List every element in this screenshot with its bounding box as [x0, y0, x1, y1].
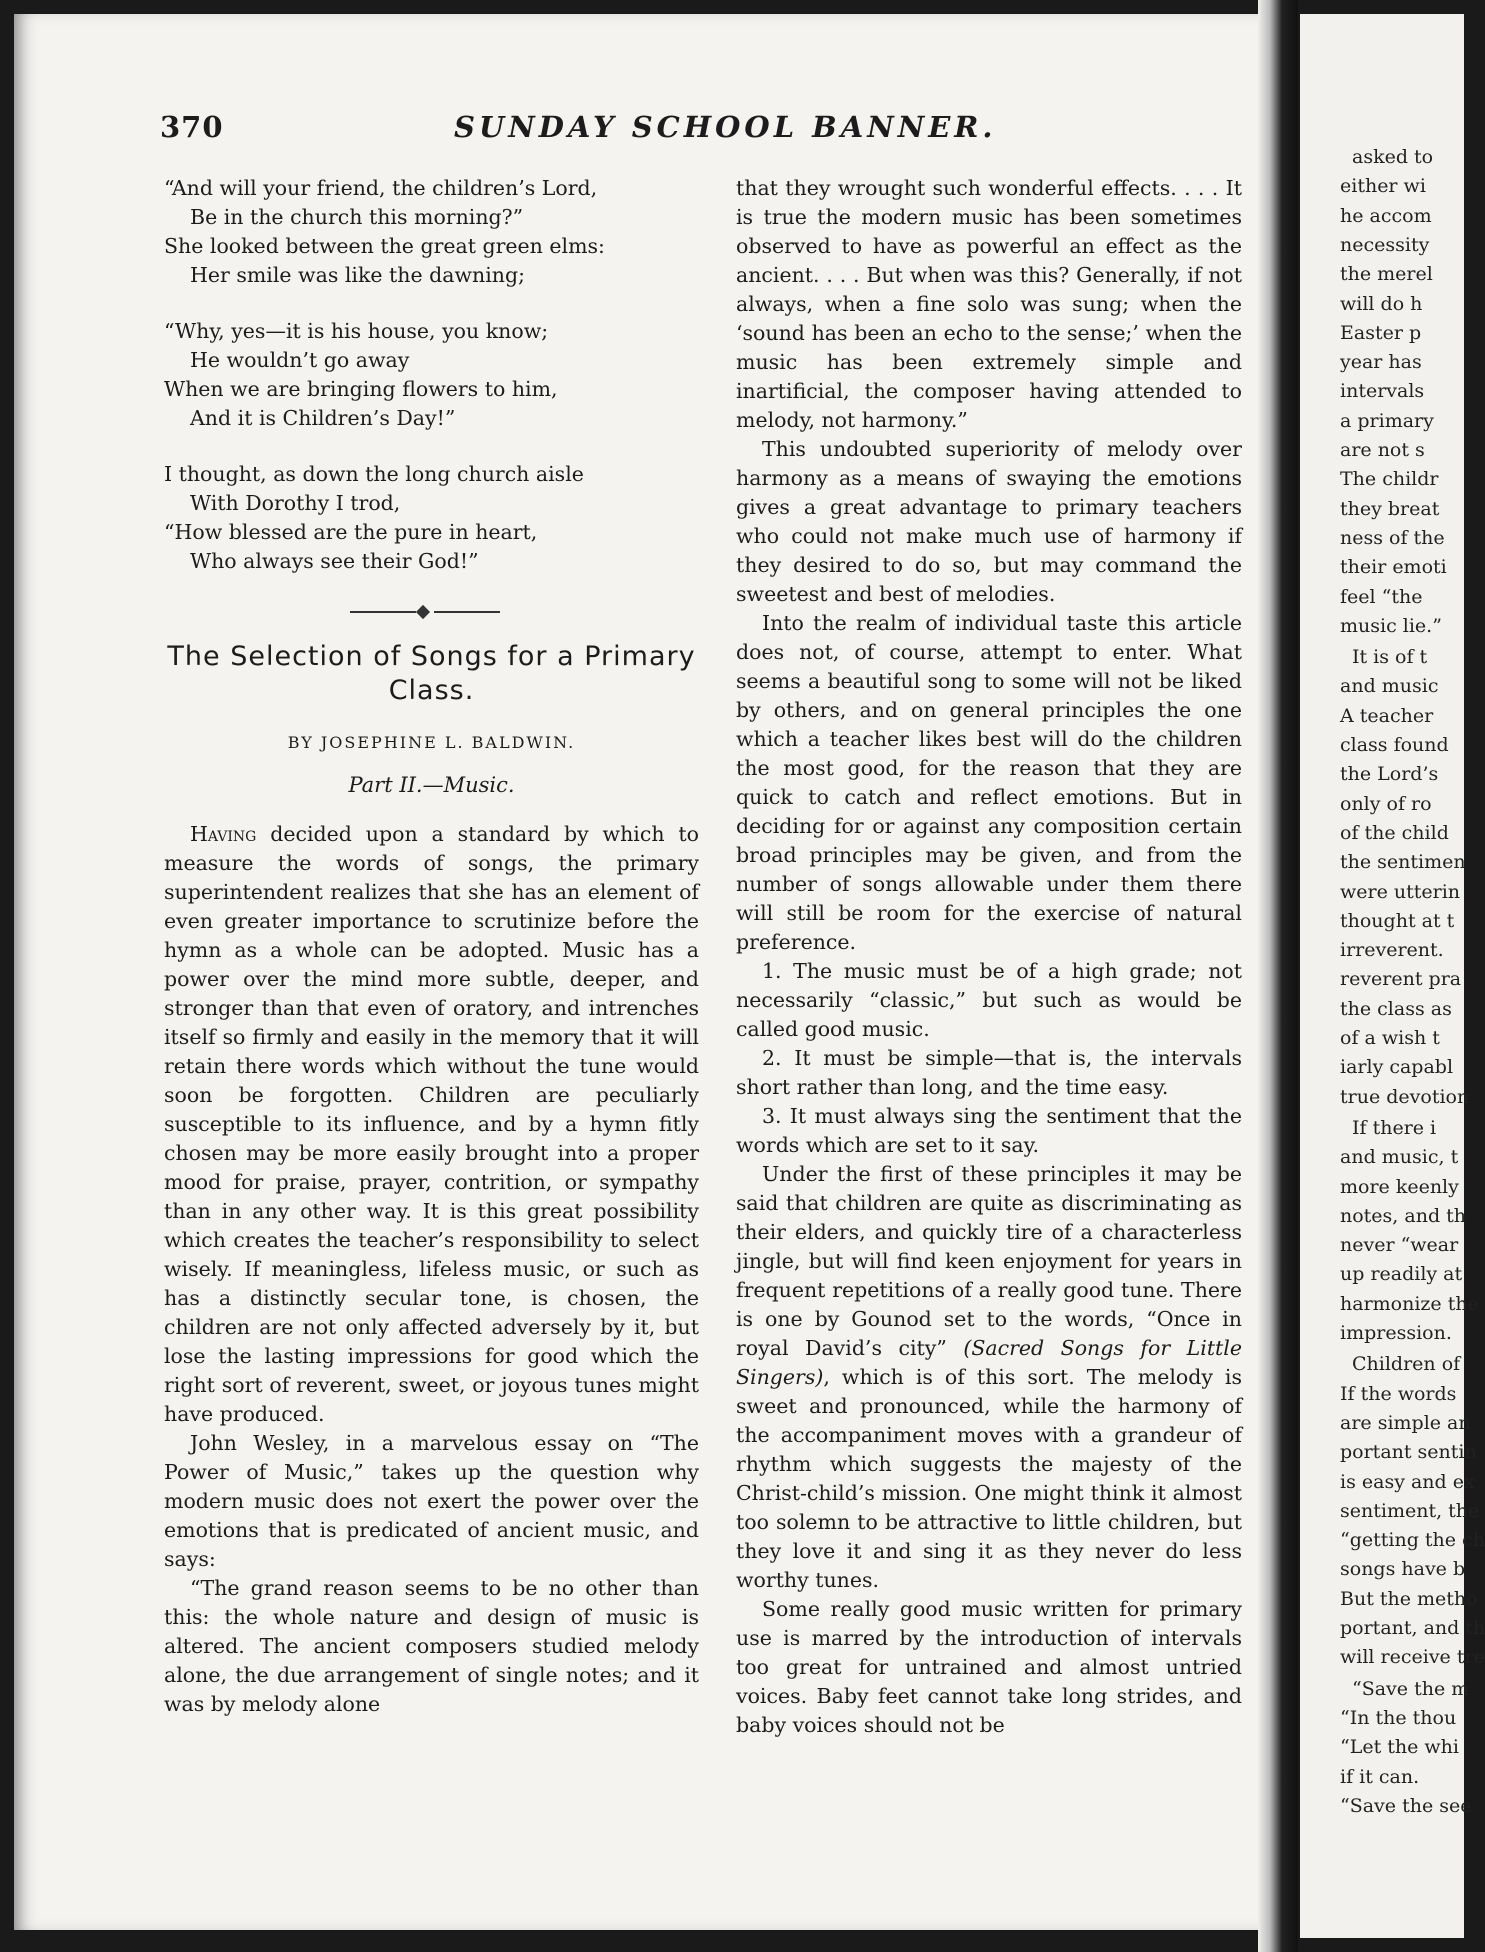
numbered-principle: 3. It must always sing the sentiment that the words which are set to it say.	[736, 1104, 1242, 1157]
poem-line: Be in the church this morning?”	[190, 205, 524, 229]
fragment-line: songs have b	[1340, 1558, 1466, 1581]
fragment-line: It is of t	[1352, 646, 1428, 669]
article-byline: BY JOSEPHINE L. BALDWIN.	[287, 733, 576, 752]
fragment-line: portant, and th	[1340, 1617, 1485, 1639]
fragment-line: will receive tre	[1340, 1646, 1485, 1669]
fragment-line: true devotion	[1340, 1085, 1470, 1108]
paragraph	[736, 1160, 1242, 1595]
fragment-line: notes, and th	[1340, 1204, 1467, 1227]
poem-stanza-3	[164, 460, 699, 576]
fragment-line: more keenly	[1340, 1175, 1459, 1198]
fragment-line: “getting the ch	[1340, 1529, 1485, 1552]
book-page-left	[14, 14, 1280, 1930]
poem-line: I thought, as down the long church aisle	[164, 462, 584, 486]
fragment-line: if it can.	[1340, 1765, 1420, 1788]
fragment-line: The childr	[1340, 468, 1439, 491]
fragment-line: is easy and ex	[1340, 1470, 1475, 1493]
fragment-line: “Save the m	[1352, 1677, 1470, 1700]
fragment-line: their emoti	[1340, 556, 1447, 579]
fragment-line: harmonize the	[1340, 1292, 1479, 1315]
paragraph: “The grand reason seems to be no other than this: the whole nature and design of music is altered. The ancient composers studied melody alone, the due arrangement of single notes; and it was by melody alone	[164, 1576, 699, 1716]
book-gutter	[1258, 0, 1298, 1952]
paragraph: that they wrought such wonderful effects. . . . It is true the modern music has been sometimes observed to have as powerful an effect as the ancient. . . . But when was this? Generally, if not always, when a fine solo was sung; when the ‘sound has been an echo to the sense;’ when the music has been extremely simple and inartificial, the composer having attended to melody, not harmony.”	[736, 176, 1242, 432]
poem-line: She looked between the great green elms:	[164, 234, 605, 258]
fragment-line: necessity	[1340, 233, 1430, 256]
paragraph-text: , which is of this sort. The melody is sweet and pronounced, while the harmony of the accompaniment moves with a grandeur of rhythm which suggests the majesty of the Christ-child’s mission. One might think it almost too solemn to be attractive to little children, but they love it and sing it as they never do less worthy tunes.	[736, 1365, 1242, 1592]
fragment-line: thought at t	[1340, 909, 1455, 932]
poem-line: Her smile was like the dawning;	[190, 263, 526, 287]
fragment-line: are simple an	[1340, 1411, 1471, 1434]
paragraph-text: decided upon a standard by which to measure the words of songs, the primary superintendent realizes that she has an element of even greater importance to scrutinize before the hymn as a whole can be adopted. Music has a power over the mind more subtle, deeper, and stronger than that even of oratory, and intrenches itself so firmly and easily in the memory that it will retain there words which without the tune would soon be forgotten. Children are peculiarly susceptible to its influence, and by a hymn fitly chosen may be more easily brought into a proper mood for praise, prayer, contrition, or sympathy than in any other way. It is this great possibility which creates the teacher’s responsibility to select wisely. If meaningless, lifeless music, or such as has a distinctly secular tone, is chosen, the children are not only affected adversely by it, but lose the lasting impressions for good which the right sort of reverent, sweet, or joyous tunes might have produced.	[164, 822, 699, 1426]
fragment-line: will do h	[1340, 292, 1423, 315]
fragment-line: But the metho	[1340, 1587, 1478, 1610]
citation: (Sacred Songs for Little Singers)	[736, 1336, 1242, 1389]
fragment-line: If the words	[1340, 1382, 1457, 1405]
section-divider	[350, 602, 500, 622]
poem-line: “And will your friend, the children’s Lord,	[164, 176, 598, 200]
fragment-line: music lie.”	[1340, 614, 1442, 637]
fragment-line: the merel	[1340, 263, 1433, 286]
fragment-line: the class as	[1340, 997, 1452, 1020]
poem-line: “How blessed are the pure in heart,	[164, 520, 538, 544]
fragment-line: irreverent.	[1340, 939, 1444, 962]
left-column	[164, 174, 699, 1719]
poem-line: And it is Children’s Day!”	[190, 406, 456, 430]
paragraph	[164, 820, 699, 1429]
right-column	[736, 174, 1242, 1740]
drop-word: Having	[190, 822, 257, 846]
fragment-line: feel “the	[1340, 585, 1423, 608]
fragment-line: up readily at	[1340, 1263, 1463, 1286]
fragment-line: Easter p	[1340, 321, 1422, 344]
numbered-principle: 2. It must be simple—that is, the intervals short rather than long, and the time easy.	[736, 1046, 1242, 1099]
fragment-line: of a wish t	[1340, 1027, 1440, 1049]
page-number: 370	[160, 110, 224, 144]
fragment-line: were utterin	[1340, 880, 1461, 903]
fragment-line: asked to	[1352, 146, 1434, 168]
fragment-line: year has	[1340, 351, 1422, 374]
fragment-line: of the child	[1340, 821, 1449, 844]
fragment-line: he accom	[1340, 204, 1432, 227]
fragment-line: either wi	[1340, 175, 1426, 198]
paragraph-text: Under the first of these principles it may be said that children are quite as discriminating as their elders, and quickly tire of a characterless jingle, but will find keen enjoyment for years in frequent repetitions of a really good tune. There is one by Gounod set to the words, “Once in royal David’s city”	[736, 1162, 1242, 1360]
poem-line: He wouldn’t go away	[190, 348, 410, 372]
fragment-line: only of ro	[1340, 792, 1432, 815]
fragment-line: “Let the whi	[1340, 1736, 1459, 1759]
book-page-right-fragment	[1300, 14, 1485, 1938]
poem	[164, 174, 699, 576]
fragment-line: the Lord’s	[1340, 763, 1439, 786]
fragment-line: impression.	[1340, 1322, 1452, 1344]
poem-line: When we are bringing flowers to him,	[164, 377, 558, 401]
fragment-line: never “wear	[1340, 1234, 1459, 1257]
running-title: SUNDAY SCHOOL BANNER.	[454, 110, 997, 144]
fragment-line: A teacher	[1340, 704, 1434, 727]
poem-line: With Dorothy I trod,	[190, 491, 401, 515]
fragment-line: class found	[1340, 734, 1449, 756]
article-part-heading: Part II.—Music.	[348, 773, 515, 797]
poem-line: “Why, yes—it is his house, you know;	[164, 319, 549, 343]
numbered-principle: 1. The music must be of a high grade; not necessarily “classic,” but such as would be called good music.	[736, 959, 1242, 1041]
fragment-line: “Save the see	[1340, 1794, 1472, 1817]
paragraph: Into the realm of individual taste this article does not, of course, attempt to enter. What seems a beautiful song to some will not be liked by others, and on general principles the one which a teacher likes best will do the children the most good, for the reason that they are quick to catch and reflect emotions. But in deciding for or against any composition certain broad principles may be given, and from the number of songs allowable under them there will still be room for the exercise of natural preference.	[736, 611, 1242, 954]
fragment-line: they breat	[1340, 497, 1440, 520]
fragment-line: a primary	[1340, 409, 1434, 432]
paragraph: This undoubted superiority of melody over harmony as a means of swaying the emotions gives a great advantage to primary teachers who could not make much use of harmony if they desired to do so, but may command the sweetest and best of melodies.	[736, 437, 1242, 606]
fragment-line: Children of	[1352, 1353, 1461, 1376]
fragment-line: and music	[1340, 675, 1439, 698]
fragment-line: ness of the	[1340, 526, 1445, 549]
fragment-line: intervals	[1340, 380, 1425, 403]
paragraph: John Wesley, in a marvelous essay on “The Power of Music,” takes up the question why modern music does not exert the power over the emotions that is predicated of ancient music, and says:	[164, 1431, 699, 1571]
fragment-line: If there i	[1352, 1116, 1437, 1139]
fragment-line: the sentimen	[1340, 851, 1466, 874]
fragment-line: reverent pra	[1340, 968, 1462, 991]
fragment-line: are not s	[1340, 439, 1425, 461]
fragment-line: and music, t	[1340, 1146, 1459, 1169]
poem-stanza-1	[164, 174, 699, 290]
article-title: The Selection of Songs for a Primary Class.	[167, 641, 696, 706]
fragment-line: sentiment, the	[1340, 1499, 1480, 1522]
fragment-line: portant sentin	[1340, 1441, 1477, 1464]
fragment-line: iarly capabl	[1340, 1056, 1454, 1079]
poem-stanza-2	[164, 317, 699, 433]
paragraph: Some really good music written for primary use is marred by the introduction of intervals too great for untrained and almost untried voices. Baby feet cannot take long strides, and baby voices should not be	[736, 1597, 1242, 1737]
fragment-line: “In the thou	[1340, 1706, 1457, 1729]
poem-line: Who always see their God!”	[190, 549, 479, 573]
